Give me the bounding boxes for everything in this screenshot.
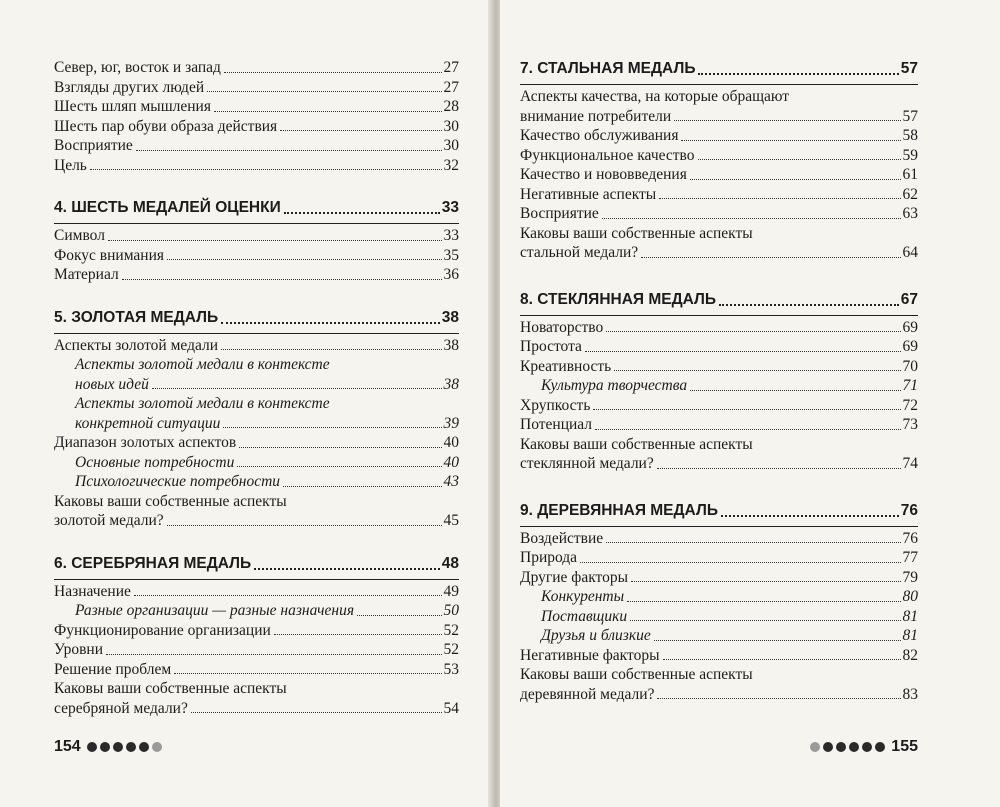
left-toc-column bbox=[54, 58, 459, 718]
toc-entry: Уровни 52 bbox=[54, 641, 459, 658]
toc-entry: Цель 32 bbox=[54, 156, 459, 174]
chapter-4-heading: 4. ШЕСТЬ МЕДАЛЕЙ ОЦЕНКИ 33 bbox=[54, 197, 459, 224]
toc-entry: Взгляды других людей 27 bbox=[54, 78, 459, 96]
toc-entry: Фокус внимания 35 bbox=[54, 246, 459, 264]
left-page-footer bbox=[54, 738, 168, 756]
toc-entry: Каковы ваши собственные аспекты деревянной медали? 83 bbox=[520, 666, 918, 703]
toc-entry: Качество обслуживания 58 bbox=[520, 127, 918, 144]
toc-entry: Аспекты золотой медали 38 bbox=[54, 336, 459, 354]
toc-entry-sub: Конкуренты 80 bbox=[541, 588, 918, 605]
page-number: 155 bbox=[891, 738, 918, 755]
toc-entry: Функциональное качество 59 bbox=[520, 146, 918, 164]
toc-entry: Север, юг, восток и запад 27 bbox=[54, 59, 459, 76]
chapter-4-entries bbox=[54, 226, 459, 285]
toc-entry: Креативность 70 bbox=[520, 357, 918, 375]
toc-entry: Негативные аспекты 62 bbox=[520, 185, 918, 203]
toc-entry: Символ 33 bbox=[54, 227, 459, 244]
toc-entry: Воздействие 76 bbox=[520, 529, 918, 547]
toc-entry-sub: Аспекты золотой медали в контексте новых идей 38 bbox=[75, 356, 459, 393]
toc-entry-sub: Разные организации — разные назначения 50 bbox=[75, 602, 459, 619]
page-number: 154 bbox=[54, 738, 81, 755]
toc-entry: Природа 77 bbox=[520, 549, 918, 566]
toc-entry: Функционирование организации 52 bbox=[54, 621, 459, 639]
toc-entry: Качество и нововведения 61 bbox=[520, 166, 918, 183]
toc-entry: Простота 69 bbox=[520, 338, 918, 355]
decorative-dots bbox=[87, 742, 162, 752]
toc-entry: Материал 36 bbox=[54, 266, 459, 283]
toc-entry: Каковы ваши собственные аспекты стальной медали? 64 bbox=[520, 224, 918, 261]
toc-entry-sub: Друзья и близкие 81 bbox=[541, 627, 918, 644]
toc-entry: Каковы ваши собственные аспекты стеклянной медали? 74 bbox=[520, 435, 918, 472]
toc-entry: Потенциал 73 bbox=[520, 416, 918, 433]
toc-entry: Восприятие 30 bbox=[54, 137, 459, 154]
toc-entry: Решение проблем 53 bbox=[54, 660, 459, 678]
toc-entry: Новаторство 69 bbox=[520, 318, 918, 336]
toc-entry-sub: Поставщики 81 bbox=[541, 607, 918, 625]
toc-entry: Шесть шляп мышления 28 bbox=[54, 98, 459, 115]
toc-entry-sub: Психологические потребности 43 bbox=[75, 473, 459, 490]
toc-entry: Назначение 49 bbox=[54, 582, 459, 600]
toc-entry-sub: Аспекты золотой медали в контексте конкретной ситуации 39 bbox=[75, 395, 459, 432]
toc-entry-sub: Основные потребности 40 bbox=[75, 453, 459, 471]
toc-entry: Аспекты качества, на которые обращают внимание потребители 57 bbox=[520, 88, 918, 125]
toc-entry: Каковы ваши собственные аспекты серебряной медали? 54 bbox=[54, 680, 459, 717]
chapter-9-heading: 9. ДЕРЕВЯННАЯ МЕДАЛЬ 76 bbox=[520, 500, 918, 527]
toc-entry: Восприятие 63 bbox=[520, 205, 918, 222]
toc-entry-sub: Культура творчества 71 bbox=[541, 377, 918, 394]
chapter-6-heading: 6. СЕРЕБРЯНАЯ МЕДАЛЬ 48 bbox=[54, 553, 459, 580]
toc-entry: Хрупкость 72 bbox=[520, 396, 918, 414]
right-page bbox=[500, 0, 1000, 807]
decorative-dots bbox=[810, 742, 885, 752]
chapter-5-heading: 5. ЗОЛОТАЯ МЕДАЛЬ 38 bbox=[54, 307, 459, 334]
continued-entries bbox=[54, 58, 459, 175]
toc-entry: Диапазон золотых аспектов 40 bbox=[54, 434, 459, 451]
toc-entry: Негативные факторы 82 bbox=[520, 646, 918, 664]
right-page-footer bbox=[804, 738, 918, 756]
right-toc-column bbox=[520, 58, 918, 704]
toc-entry: Каковы ваши собственные аспекты золотой медали? 45 bbox=[54, 492, 459, 529]
toc-entry: Другие факторы 79 bbox=[520, 568, 918, 586]
left-page bbox=[0, 0, 492, 807]
toc-entry: Шесть пар обуви образа действия 30 bbox=[54, 117, 459, 135]
chapter-7-heading: 7. СТАЛЬНАЯ МЕДАЛЬ 57 bbox=[520, 58, 918, 85]
chapter-8-heading: 8. СТЕКЛЯННАЯ МЕДАЛЬ 67 bbox=[520, 289, 918, 316]
